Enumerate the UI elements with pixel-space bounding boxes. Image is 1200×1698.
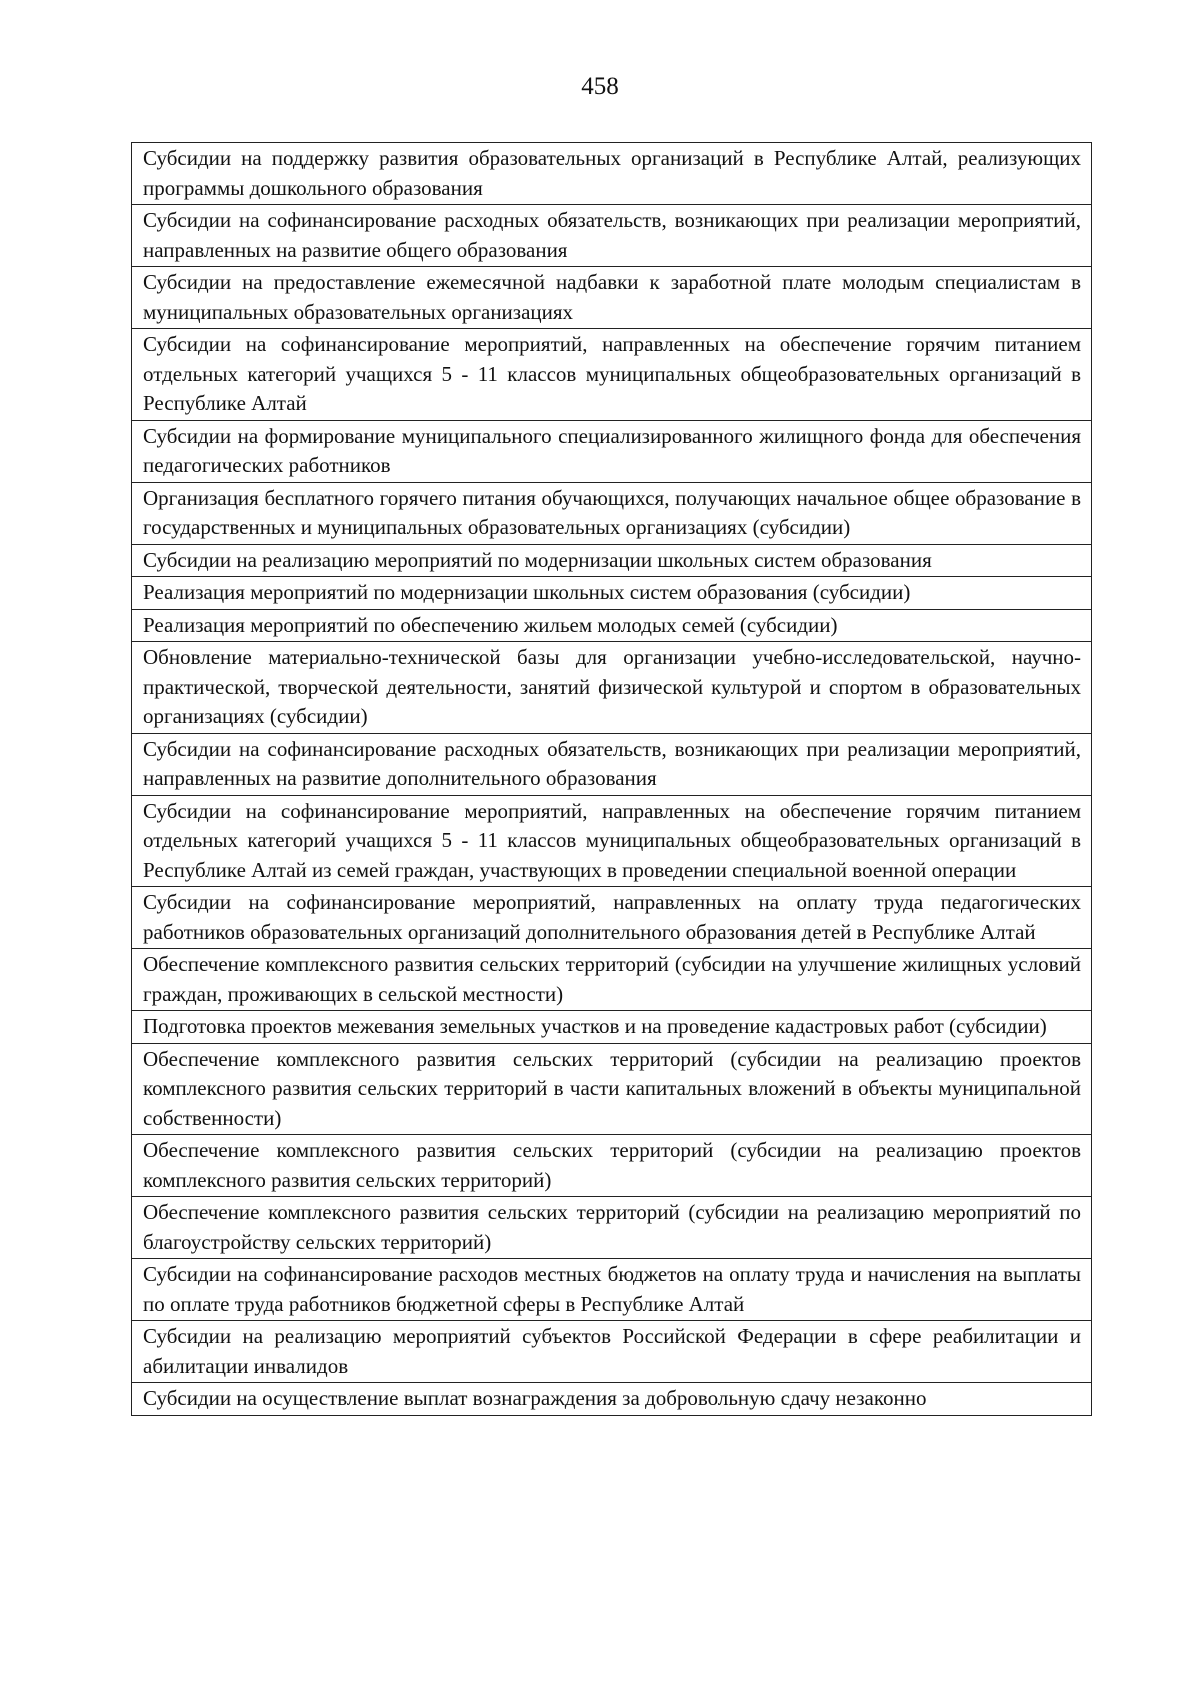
table-row [132, 1259, 1092, 1321]
table-row [132, 1135, 1092, 1197]
table-row [132, 143, 1092, 205]
table-row [132, 267, 1092, 329]
table-row [132, 1011, 1092, 1044]
table-row [132, 1043, 1092, 1135]
table-row [132, 887, 1092, 949]
table-row [132, 482, 1092, 544]
table-cell: Обеспечение комплексного развития сельских территорий (субсидии на реализацию мероприятий по благоустройству сельских территорий) [132, 1197, 1092, 1259]
table-cell: Субсидии на софинансирование мероприятий, направленных на оплату труда педагогических работников образовательных организаций дополнительного образования детей в Республике Алтай [132, 887, 1092, 949]
table-cell: Субсидии на софинансирование расходов местных бюджетов на оплату труда и начисления на выплаты по оплате труда работников бюджетной сферы в Республике Алтай [132, 1259, 1092, 1321]
table-row [132, 733, 1092, 795]
table-cell: Обновление материально-технической базы для организации учебно-исследовательской, научно-практической, творческой деятельности, занятий физической культурой и спортом в образовательных организациях (субсидии) [132, 642, 1092, 734]
table-cell: Субсидии на поддержку развития образовательных организаций в Республике Алтай, реализующих программы дошкольного образования [132, 143, 1092, 205]
table-row [132, 642, 1092, 734]
table-cell: Субсидии на реализацию мероприятий по модернизации школьных систем образования [132, 544, 1092, 577]
table-cell: Субсидии на реализацию мероприятий субъектов Российской Федерации в сфере реабилитации и абилитации инвалидов [132, 1321, 1092, 1383]
page-number: 458 [581, 73, 619, 100]
table-cell: Обеспечение комплексного развития сельских территорий (субсидии на улучшение жилищных условий граждан, проживающих в сельской местности) [132, 949, 1092, 1011]
table-cell: Субсидии на софинансирование расходных обязательств, возникающих при реализации мероприятий, направленных на развитие дополнительного образования [132, 733, 1092, 795]
table-row [132, 329, 1092, 421]
table-cell: Реализация мероприятий по модернизации школьных систем образования (субсидии) [132, 577, 1092, 610]
table-row [132, 609, 1092, 642]
table-row [132, 795, 1092, 887]
table-row [132, 420, 1092, 482]
table-row [132, 205, 1092, 267]
table-row [132, 1197, 1092, 1259]
table-cell: Субсидии на софинансирование расходных обязательств, возникающих при реализации мероприятий, направленных на развитие общего образования [132, 205, 1092, 267]
table-cell: Субсидии на предоставление ежемесячной надбавки к заработной плате молодым специалистам в муниципальных образовательных организациях [132, 267, 1092, 329]
table-cell: Обеспечение комплексного развития сельских территорий (субсидии на реализацию проектов комплексного развития сельских территорий в части капитальных вложений в объекты муниципальной собственности) [132, 1043, 1092, 1135]
table-row [132, 1383, 1092, 1416]
table-cell: Субсидии на софинансирование мероприятий, направленных на обеспечение горячим питанием отдельных категорий учащихся 5 - 11 классов муниципальных общеобразовательных организаций в Республике Алтай из семей граждан, участвующих в проведении специальной военной операции [132, 795, 1092, 887]
table-row [132, 949, 1092, 1011]
table-cell: Обеспечение комплексного развития сельских территорий (субсидии на реализацию проектов комплексного развития сельских территорий) [132, 1135, 1092, 1197]
table-cell: Реализация мероприятий по обеспечению жильем молодых семей (субсидии) [132, 609, 1092, 642]
table-row [132, 1321, 1092, 1383]
table-cell: Субсидии на осуществление выплат вознаграждения за добровольную сдачу незаконно [132, 1383, 1092, 1416]
table-cell: Подготовка проектов межевания земельных участков и на проведение кадастровых работ (субсидии) [132, 1011, 1092, 1044]
table-cell: Организация бесплатного горячего питания обучающихся, получающих начальное общее образование в государственных и муниципальных образовательных организациях (субсидии) [132, 482, 1092, 544]
table-row [132, 577, 1092, 610]
table-row [132, 544, 1092, 577]
subsidies-table [131, 142, 1092, 1416]
table-cell: Субсидии на софинансирование мероприятий, направленных на обеспечение горячим питанием отдельных категорий учащихся 5 - 11 классов муниципальных общеобразовательных организаций в Республике Алтай [132, 329, 1092, 421]
table-cell: Субсидии на формирование муниципального специализированного жилищного фонда для обеспечения педагогических работников [132, 420, 1092, 482]
